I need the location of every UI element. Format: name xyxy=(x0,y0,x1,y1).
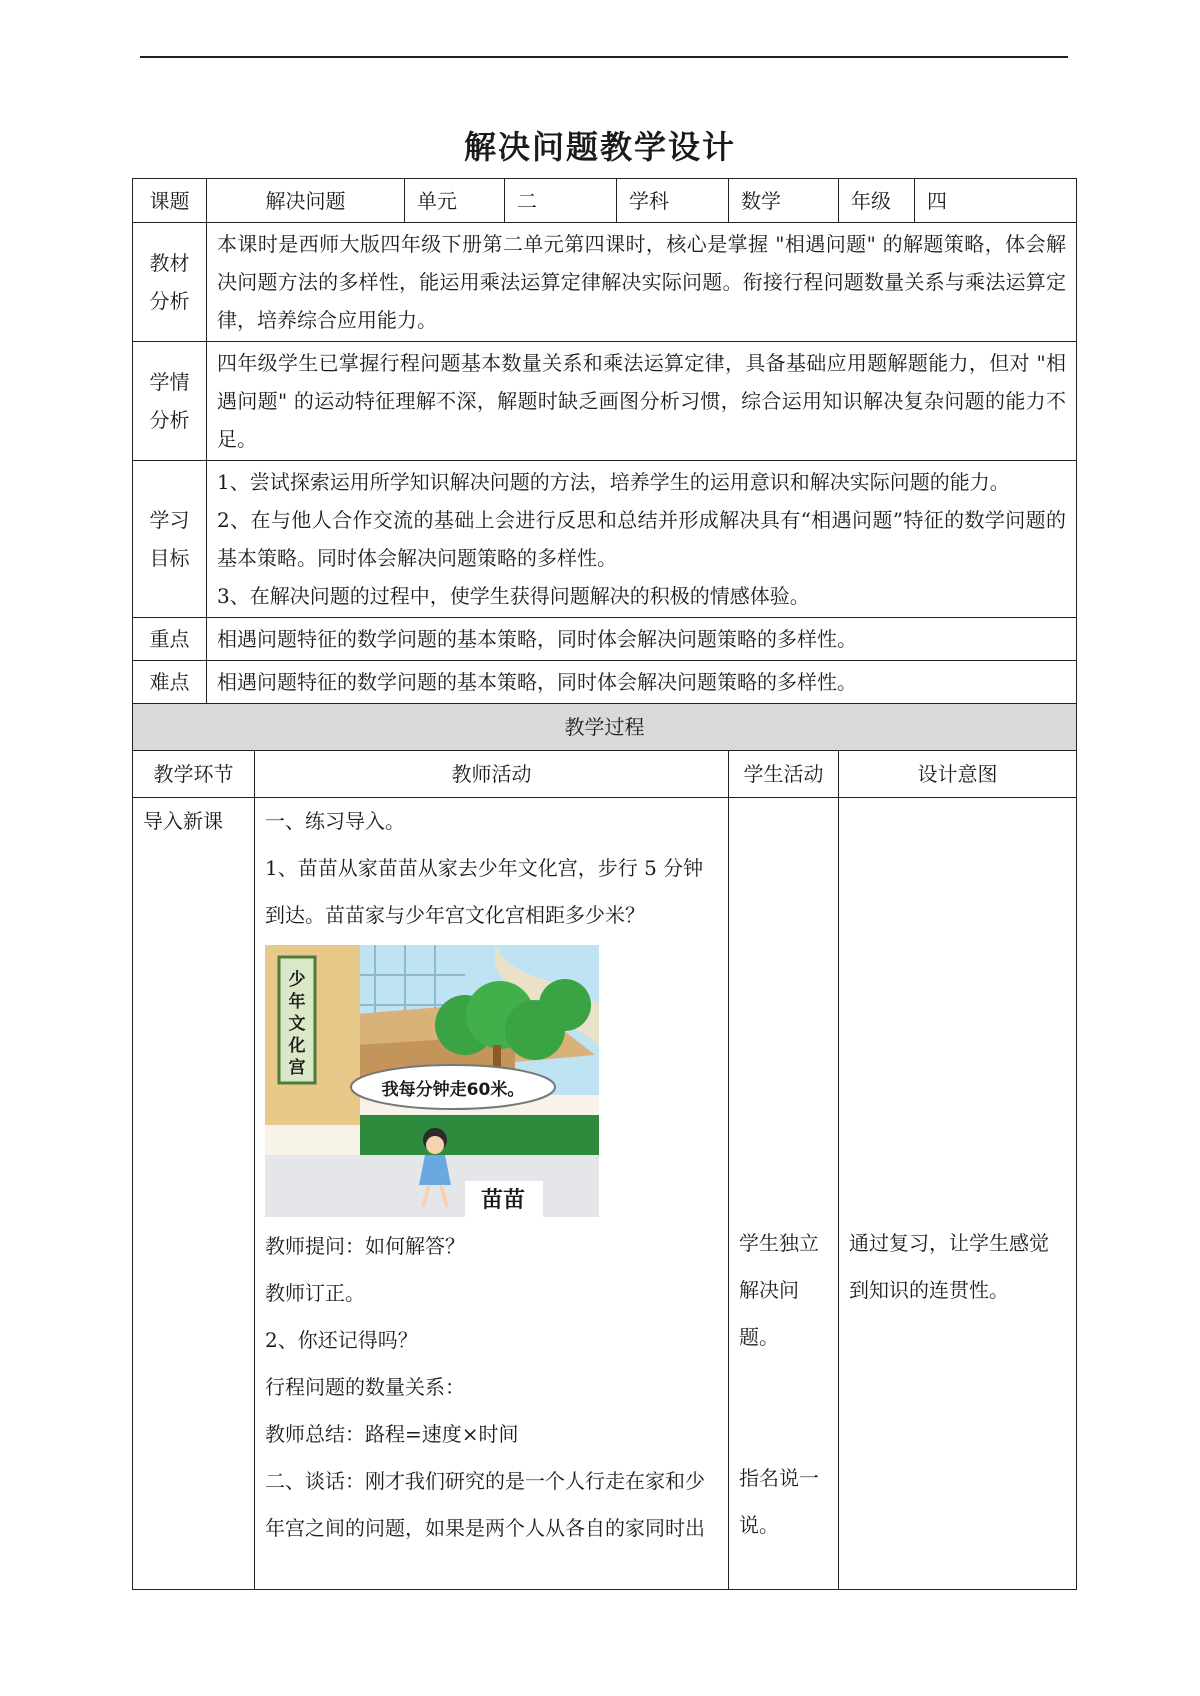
student-activity xyxy=(729,798,839,1590)
goal-item: 2、在与他人合作交流的基础上会进行反思和总结并形成解决具有“相遇问题”特征的数学问题的基本策略。同时体会解决问题策略的多样性。 xyxy=(217,508,1066,570)
grade-label: 年级 xyxy=(839,179,915,223)
page-title: 解决问题教学设计 xyxy=(463,128,736,166)
stage-label: 导入新课 xyxy=(143,809,223,833)
difficult-label: 难点 xyxy=(133,661,207,704)
goals-label xyxy=(133,461,207,618)
teacher-line: 一、练习导入。 xyxy=(265,809,405,833)
svg-text:文: 文 xyxy=(288,1014,306,1034)
svg-text:我每分钟走60米。: 我每分钟走60米。 xyxy=(381,1080,525,1100)
svg-text:宫: 宫 xyxy=(288,1058,306,1078)
intent-text: 通过复习，让学生感觉到知识的连贯性。 xyxy=(849,1231,1049,1302)
unit-label: 单元 xyxy=(405,179,505,223)
goal-item: 3、在解决问题的过程中，使学生获得问题解决的积极的情感体验。 xyxy=(217,584,810,608)
design-intent xyxy=(839,798,1077,1590)
col-head-student: 学生活动 xyxy=(729,751,839,798)
student-line: 指名说一说。 xyxy=(739,1466,819,1537)
teacher-line: 2、你还记得吗？ xyxy=(265,1328,418,1352)
header-rule xyxy=(140,56,1068,58)
student-line: 学生独立解决问题。 xyxy=(739,1231,819,1349)
svg-text:苗苗: 苗苗 xyxy=(480,1188,526,1213)
process-heading: 教学过程 xyxy=(133,704,1077,751)
key-text: 相遇问题特征的数学问题的基本策略，同时体会解决问题策略的多样性。 xyxy=(207,618,1077,661)
goals-label-line1: 学习 xyxy=(149,508,190,532)
teacher-line: 二、谈话：刚才我们研究的是一个人行走在家和少年宫之间的问题，如果是两个人从各自的家同时出 xyxy=(265,1469,705,1540)
teacher-line: 1、苗苗从家苗苗从家去少年文化宫，步行 5 分钟到达。苗苗家与少年宫文化宫相距多少米？ xyxy=(265,856,704,927)
col-head-stage: 教学环节 xyxy=(133,751,255,798)
unit-value: 二 xyxy=(505,179,617,223)
grade-value: 四 xyxy=(915,179,1077,223)
students-text: 四年级学生已掌握行程问题基本数量关系和乘法运算定律，具备基础应用题解题能力，但对 "相遇问题" 的运动特征理解不深，解题时缺乏画图分析习惯，综合运用知识解决复杂问题的能力不足。 xyxy=(207,342,1077,461)
material-label-line2: 分析 xyxy=(149,289,190,313)
teacher-line: 教师提问：如何解答？ xyxy=(265,1234,465,1258)
difficult-text: 相遇问题特征的数学问题的基本策略，同时体会解决问题策略的多样性。 xyxy=(207,661,1077,704)
goals-label-line2: 目标 xyxy=(149,546,190,570)
teacher-activity xyxy=(255,798,729,1590)
students-label-line2: 分析 xyxy=(149,408,190,432)
subject-label: 学科 xyxy=(617,179,729,223)
course-label: 课题 xyxy=(133,179,207,223)
material-label xyxy=(133,223,207,342)
material-text: 本课时是西师大版四年级下册第二单元第四课时，核心是掌握 "相遇问题" 的解题策略，体会解决问题方法的多样性，能运用乘法运算定律解决实际问题。衔接行程问题数量关系与乘法运算定律，培养综合应用能力。 xyxy=(207,223,1077,342)
col-head-intent: 设计意图 xyxy=(839,751,1077,798)
col-head-teacher: 教师活动 xyxy=(255,751,729,798)
svg-text:化: 化 xyxy=(288,1036,306,1056)
students-label xyxy=(133,342,207,461)
teacher-line: 教师总结：路程=速度×时间 xyxy=(265,1422,519,1446)
course-value: 解决问题 xyxy=(207,179,405,223)
svg-text:年: 年 xyxy=(288,992,306,1012)
stage-cell xyxy=(133,798,255,1590)
goal-item: 1、尝试探索运用所学知识解决问题的方法，培养学生的运用意识和解决实际问题的能力。 xyxy=(217,470,1010,494)
lesson-plan-table xyxy=(132,178,1076,1590)
subject-value: 数学 xyxy=(729,179,839,223)
material-label-line1: 教材 xyxy=(149,251,190,275)
svg-text:少: 少 xyxy=(288,970,306,990)
teacher-line: 行程问题的数量关系： xyxy=(265,1375,465,1399)
students-label-line1: 学情 xyxy=(149,370,190,394)
key-label: 重点 xyxy=(133,618,207,661)
teacher-line: 教师订正。 xyxy=(265,1281,365,1305)
youth-palace-illustration xyxy=(265,945,599,1217)
goals-list xyxy=(207,461,1077,618)
